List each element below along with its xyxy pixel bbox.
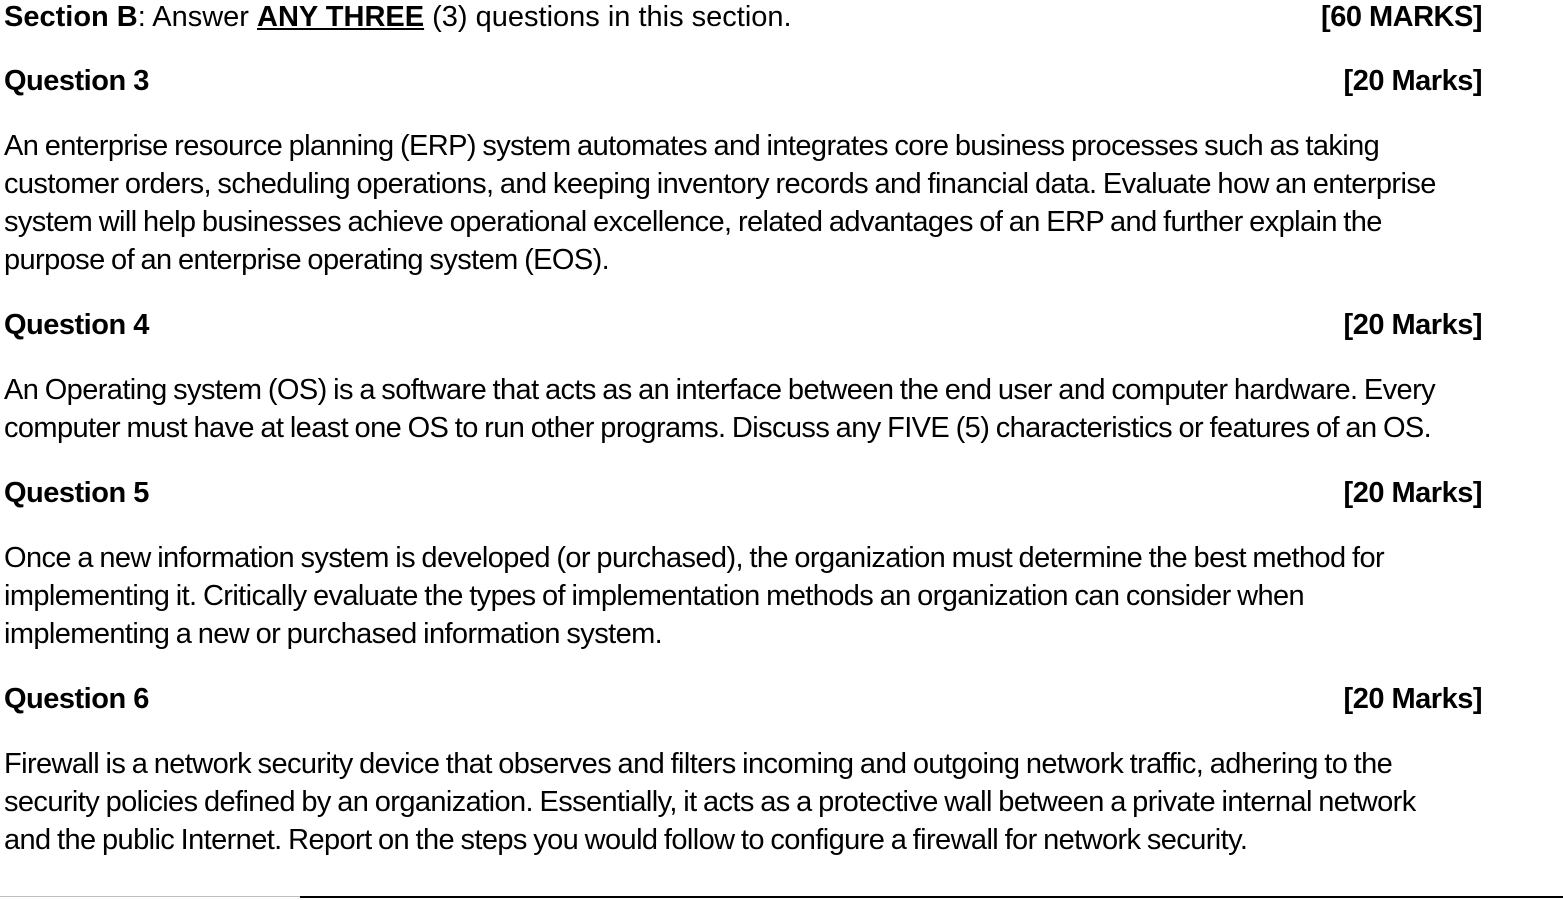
question-6-line-2: security policies defined by an organization. Essentially, it acts as a protective wall between a private internal network (4, 786, 1416, 818)
bottom-divider (300, 896, 1563, 898)
question-4-marks: [20 Marks] (1343, 309, 1482, 341)
instruction-prefix: : Answer (137, 1, 258, 33)
section-instruction (4, 0, 792, 34)
question-6-marks: [20 Marks] (1343, 683, 1482, 715)
section-label: Section B (4, 1, 138, 33)
question-5-line-3: implementing a new or purchased information system. (4, 618, 663, 650)
question-6-header (4, 682, 1482, 716)
question-3-body (4, 127, 1484, 279)
question-3-line-2: customer orders, scheduling operations, and keeping inventory records and financial data. Evaluate how an enterprise (4, 168, 1436, 200)
question-3-marks: [20 Marks] (1343, 65, 1482, 97)
question-4-line-2: computer must have at least one OS to run other programs. Discuss any FIVE (5) characteristics or features of an OS. (4, 412, 1432, 444)
section-header (4, 0, 1482, 34)
question-5-header (4, 476, 1482, 510)
question-5-line-2: implementing it. Critically evaluate the types of implementation methods an organization can consider when (4, 580, 1305, 612)
question-4-line-1: An Operating system (OS) is a software that acts as an interface between the end user and computer hardware. Every (4, 374, 1436, 406)
instruction-emphasis: ANY THREE (257, 1, 425, 33)
question-4-title: Question 4 (4, 309, 149, 341)
page-edge-line (0, 896, 300, 897)
question-6-line-3: and the public Internet. Report on the steps you would follow to configure a firewall for network security. (4, 824, 1248, 856)
question-4-header (4, 308, 1482, 342)
question-3-line-3: system will help businesses achieve operational excellence, related advantages of an ERP and further explain the (4, 206, 1382, 238)
instruction-suffix: (3) questions in this section. (424, 1, 792, 33)
question-5-title: Question 5 (4, 477, 149, 509)
question-6-line-1: Firewall is a network security device that observes and filters incoming and outgoing network traffic, adhering to the (4, 748, 1393, 780)
question-3-line-1: An enterprise resource planning (ERP) system automates and integrates core business processes such as taking (4, 130, 1380, 162)
question-6-body (4, 745, 1484, 859)
question-5-body (4, 539, 1484, 653)
question-3-line-4: purpose of an enterprise operating system (EOS). (4, 244, 610, 276)
question-3-title: Question 3 (4, 65, 149, 97)
question-5-marks: [20 Marks] (1343, 477, 1482, 509)
question-5-line-1: Once a new information system is developed (or purchased), the organization must determine the best method for (4, 542, 1385, 574)
question-3-header (4, 64, 1482, 98)
question-4-body (4, 371, 1484, 447)
question-6-title: Question 6 (4, 683, 149, 715)
section-marks: [60 MARKS] (1321, 1, 1482, 33)
